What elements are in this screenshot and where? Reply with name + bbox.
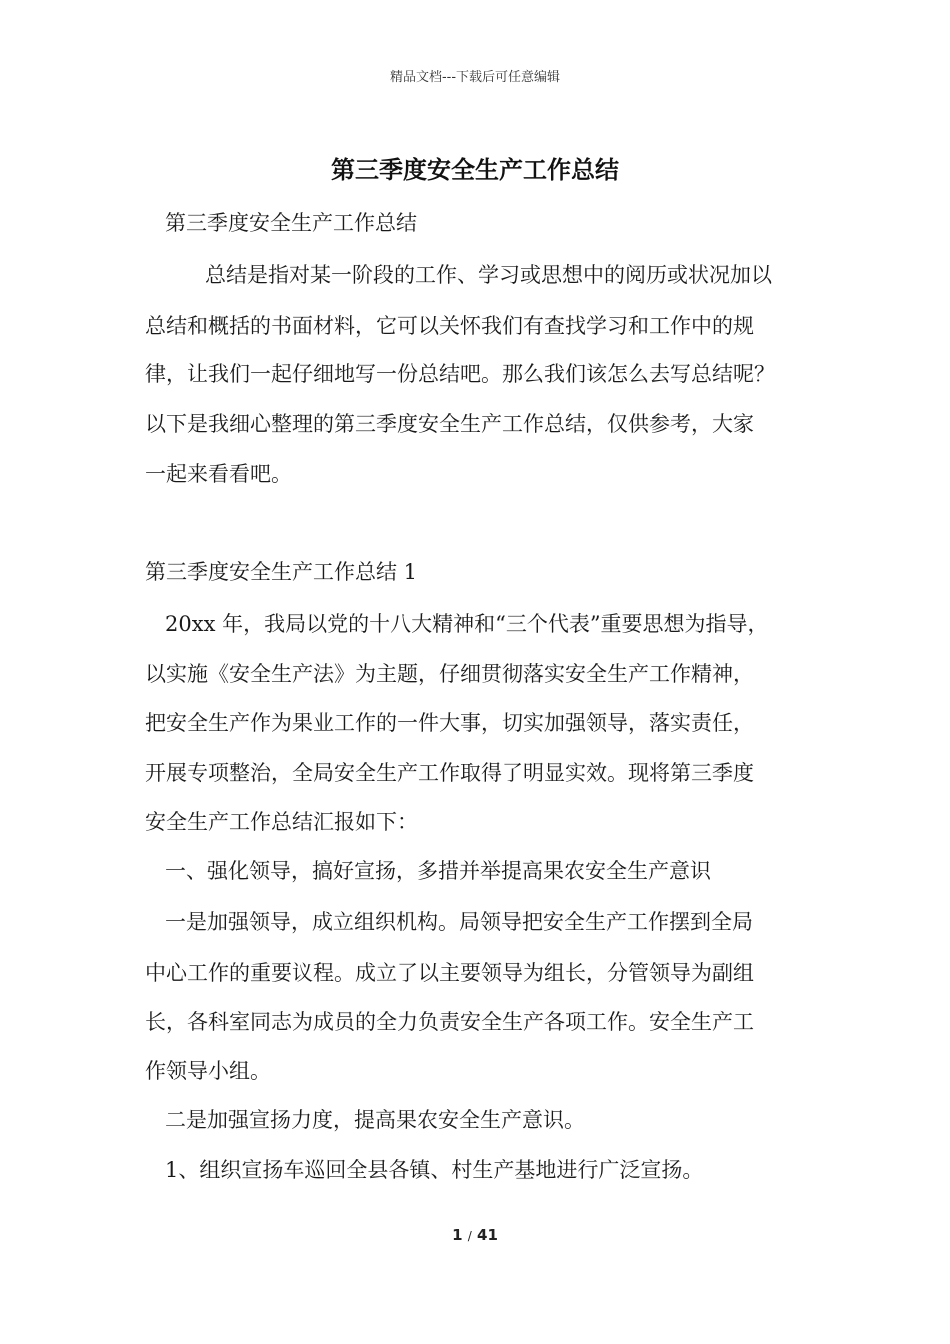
paragraph-line: 一起来看看吧。 xyxy=(145,462,292,486)
page-total: 41 xyxy=(477,1226,498,1244)
paragraph-line: 1、组织宣扬车巡回全县各镇、村生产基地进行广泛宣扬。 xyxy=(165,1158,704,1182)
paragraph-line: 律，让我们一起仔细地写一份总结吧。那么我们该怎么去写总结呢？ xyxy=(145,362,775,386)
document-title: 第三季度安全生产工作总结 xyxy=(331,155,619,184)
page-header: 精品文档---下载后可任意编辑 xyxy=(389,70,561,85)
page-number xyxy=(0,1226,950,1244)
paragraph-line: 总结是指对某一阶段的工作、学习或思想中的阅历或状况加以 xyxy=(205,263,772,287)
section-heading: 第三季度安全生产工作总结 1 xyxy=(145,560,418,584)
page-current: 1 xyxy=(452,1226,463,1244)
paragraph-line: 开展专项整治，全局安全生产工作取得了明显实效。现将第三季度 xyxy=(145,761,754,785)
paragraph-line: 二是加强宣扬力度，提高果农安全生产意识。 xyxy=(165,1108,585,1132)
paragraph-line: 安全生产工作总结汇报如下： xyxy=(145,810,418,834)
paragraph-line: 以实施《安全生产法》为主题，仔细贯彻落实安全生产工作精神， xyxy=(145,662,754,686)
paragraph-line: 中心工作的重要议程。成立了以主要领导为组长，分管领导为副组 xyxy=(145,961,754,985)
paragraph-line: 把安全生产作为果业工作的一件大事，切实加强领导，落实责任， xyxy=(145,711,754,735)
page-separator: / xyxy=(467,1229,472,1243)
paragraph-line: 作领导小组。 xyxy=(145,1059,271,1083)
subheading-line: 一、强化领导，搞好宣扬，多措并举提高果农安全生产意识 xyxy=(165,859,711,883)
paragraph-line: 长，各科室同志为成员的全力负责安全生产各项工作。安全生产工 xyxy=(145,1010,754,1034)
paragraph-line: 一是加强领导，成立组织机构。局领导把安全生产工作摆到全局 xyxy=(165,910,753,934)
paragraph-line: 以下是我细心整理的第三季度安全生产工作总结，仅供参考，大家 xyxy=(145,412,754,436)
paragraph-line: 总结和概括的书面材料，它可以关怀我们有查找学习和工作中的规 xyxy=(145,314,754,338)
paragraph-line: 20xx 年，我局以党的十八大精神和“三个代表”重要思想为指导， xyxy=(165,612,769,636)
subtitle-line: 第三季度安全生产工作总结 xyxy=(165,211,417,235)
